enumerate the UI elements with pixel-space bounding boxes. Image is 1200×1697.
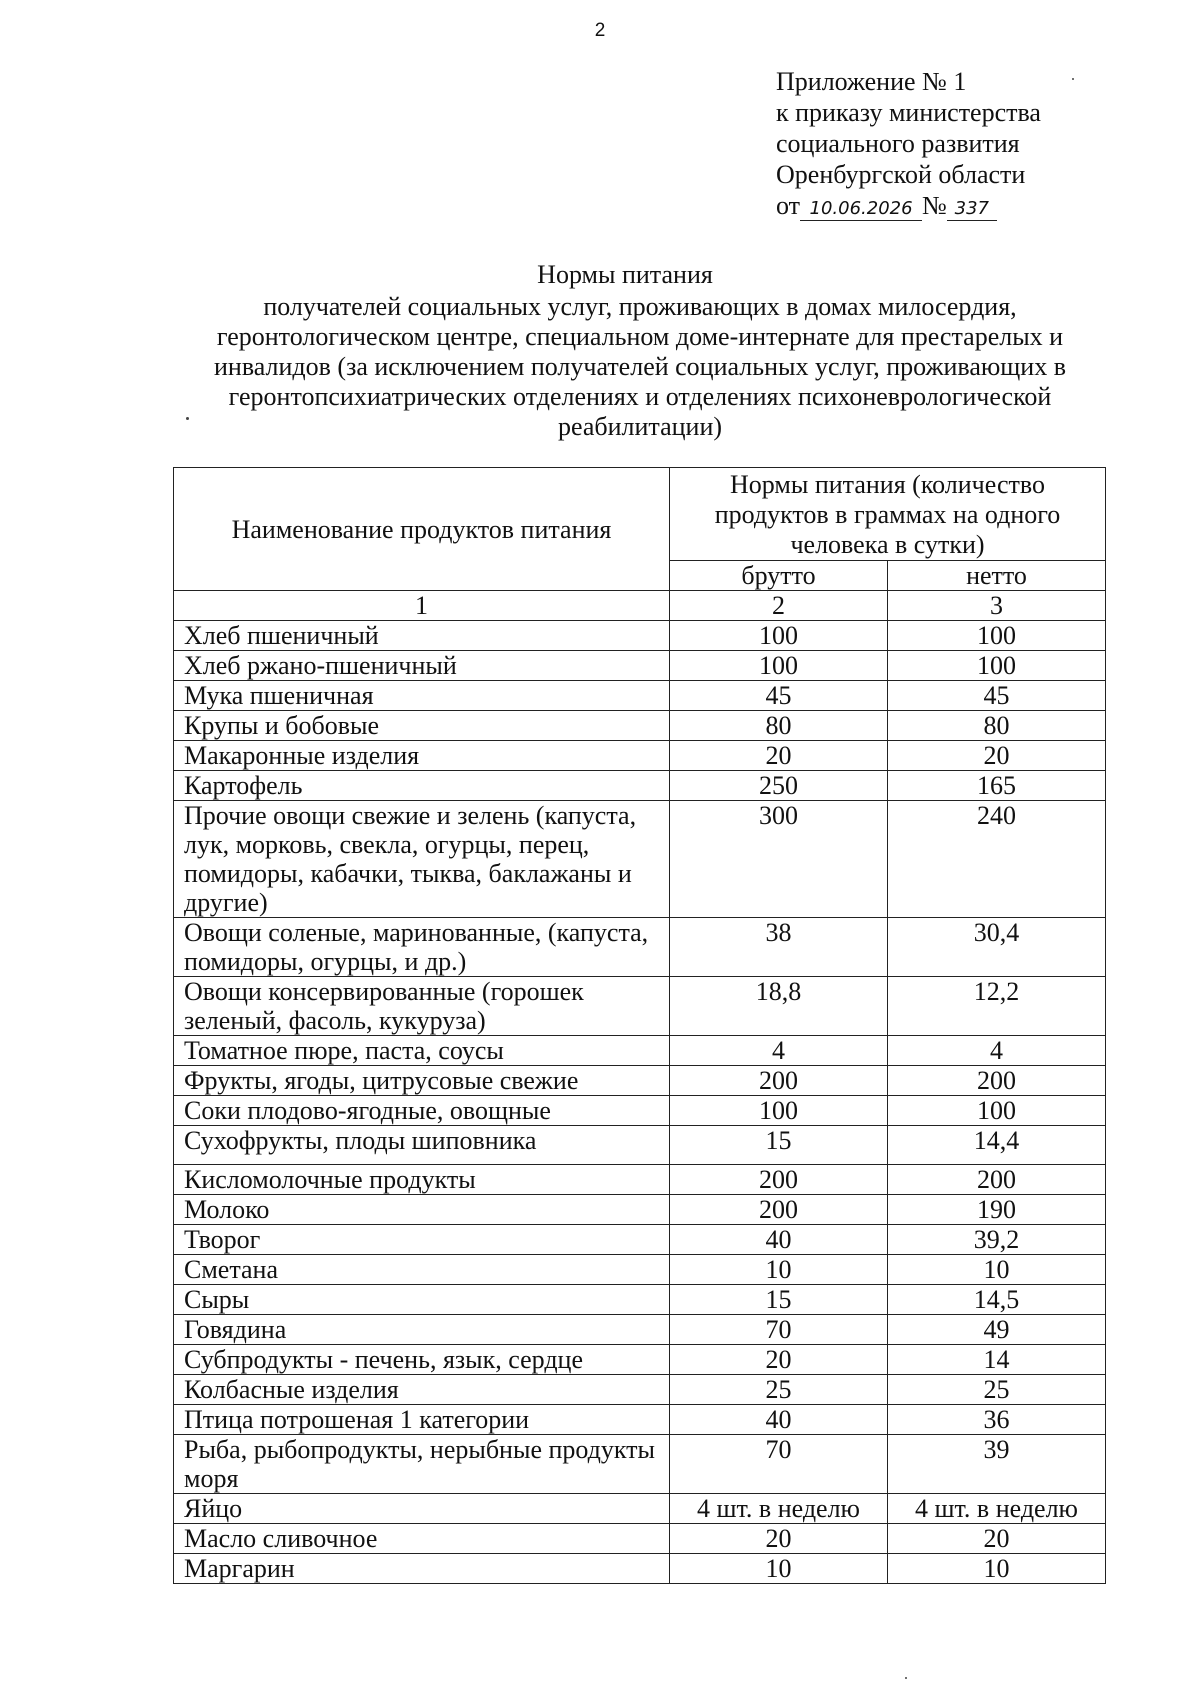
product-name: Кисломолочные продукты [174, 1165, 670, 1195]
document-subtitle: получателей социальных услуг, проживающих в домах милосердия, геронтологическом центре, специальном доме-интернате для престарелых и инвалидов (за исключением получателей социальных услуг, проживающих в геронтопсихиатрических отделениях и отделениях психоневрологической реабилитации) [214, 292, 1066, 441]
table-row [174, 918, 1106, 977]
header-net: нетто [888, 561, 1106, 591]
number-label: № [922, 191, 947, 220]
product-name: Птица потрошеная 1 категории [174, 1405, 670, 1435]
scan-speck [186, 417, 189, 420]
product-name: Творог [174, 1225, 670, 1255]
table-row [174, 1554, 1106, 1584]
net-value: 4 [888, 1036, 1106, 1066]
gross-value: 20 [670, 1345, 888, 1375]
scan-speck [1072, 78, 1074, 80]
appendix-line-2: к приказу министерства [776, 98, 1041, 127]
net-value: 14 [888, 1345, 1106, 1375]
product-name: Говядина [174, 1315, 670, 1345]
net-value: 190 [888, 1195, 1106, 1225]
table-row [174, 977, 1106, 1036]
table-row [174, 681, 1106, 711]
product-name: Макаронные изделия [174, 741, 670, 771]
gross-value: 200 [670, 1195, 888, 1225]
gross-value: 10 [670, 1554, 888, 1584]
gross-value: 25 [670, 1375, 888, 1405]
net-value: 240 [888, 801, 1106, 918]
net-value: 14,5 [888, 1285, 1106, 1315]
net-value: 80 [888, 711, 1106, 741]
gross-value: 38 [670, 918, 888, 977]
table-row [174, 1096, 1106, 1126]
appendix-line-4: Оренбургской области [776, 160, 1026, 189]
table-row [174, 1345, 1106, 1375]
product-name: Колбасные изделия [174, 1375, 670, 1405]
net-value: 20 [888, 741, 1106, 771]
gross-value: 100 [670, 621, 888, 651]
product-name: Яйцо [174, 1494, 670, 1524]
product-name: Сыры [174, 1285, 670, 1315]
net-value: 200 [888, 1165, 1106, 1195]
net-value: 100 [888, 1096, 1106, 1126]
gross-value: 70 [670, 1315, 888, 1345]
product-name: Прочие овощи свежие и зелень (капуста, лук, морковь, свекла, огурцы, перец, помидоры, кабачки, тыква, баклажаны и другие) [174, 801, 670, 918]
net-value: 36 [888, 1405, 1106, 1435]
scan-speck [905, 1677, 907, 1679]
net-value: 12,2 [888, 977, 1106, 1036]
product-name: Томатное пюре, паста, соусы [174, 1036, 670, 1066]
net-value: 100 [888, 621, 1106, 651]
table-row [174, 651, 1106, 681]
net-value: 39,2 [888, 1225, 1106, 1255]
product-name: Молоко [174, 1195, 670, 1225]
net-value: 14,4 [888, 1126, 1106, 1165]
table-row [174, 1375, 1106, 1405]
gross-value: 20 [670, 741, 888, 771]
gross-value: 10 [670, 1255, 888, 1285]
product-name: Сметана [174, 1255, 670, 1285]
order-number: 337 [947, 198, 997, 221]
net-value: 49 [888, 1315, 1106, 1345]
table-row [174, 711, 1106, 741]
gross-value: 4 шт. в неделю [670, 1494, 888, 1524]
product-name: Овощи консервированные (горошек зеленый, фасоль, кукуруза) [174, 977, 670, 1036]
net-value: 165 [888, 771, 1106, 801]
column-index-3: 3 [888, 591, 1106, 621]
gross-value: 40 [670, 1405, 888, 1435]
product-name: Мука пшеничная [174, 681, 670, 711]
product-name: Хлеб ржано-пшеничный [174, 651, 670, 681]
gross-value: 15 [670, 1126, 888, 1165]
gross-value: 40 [670, 1225, 888, 1255]
document-title: Нормы питания [537, 260, 713, 289]
net-value: 20 [888, 1524, 1106, 1554]
product-name: Соки плодово-ягодные, овощные [174, 1096, 670, 1126]
product-name: Субпродукты - печень, язык, сердце [174, 1345, 670, 1375]
gross-value: 300 [670, 801, 888, 918]
product-name: Маргарин [174, 1554, 670, 1584]
appendix-line-3: социального развития [776, 129, 1020, 158]
net-value: 25 [888, 1375, 1106, 1405]
table-row [174, 1315, 1106, 1345]
product-name: Крупы и бобовые [174, 711, 670, 741]
header-product-name: Наименование продуктов питания [174, 468, 670, 591]
table-row [174, 1255, 1106, 1285]
product-name: Рыба, рыбопродукты, нерыбные продукты моря [174, 1435, 670, 1494]
gross-value: 200 [670, 1165, 888, 1195]
header-gross: брутто [670, 561, 888, 591]
product-name: Хлеб пшеничный [174, 621, 670, 651]
net-value: 100 [888, 651, 1106, 681]
net-value: 39 [888, 1435, 1106, 1494]
nutrition-norms-table [173, 467, 1106, 1584]
table-row [174, 1435, 1106, 1494]
appendix-block [776, 66, 1041, 221]
table-row [174, 1066, 1106, 1096]
table-row [174, 1285, 1106, 1315]
product-name: Масло сливочное [174, 1524, 670, 1554]
header-norms: Нормы питания (количество продуктов в граммах на одного человека в сутки) [670, 468, 1106, 561]
product-name: Картофель [174, 771, 670, 801]
table-row [174, 1195, 1106, 1225]
page-number: 2 [594, 20, 606, 41]
table-row [174, 1494, 1106, 1524]
table-row [174, 1036, 1106, 1066]
net-value: 45 [888, 681, 1106, 711]
net-value: 30,4 [888, 918, 1106, 977]
net-value: 10 [888, 1255, 1106, 1285]
gross-value: 100 [670, 651, 888, 681]
column-index-2: 2 [670, 591, 888, 621]
gross-value: 200 [670, 1066, 888, 1096]
gross-value: 20 [670, 1524, 888, 1554]
net-value: 10 [888, 1554, 1106, 1584]
table-row [174, 801, 1106, 918]
gross-value: 100 [670, 1096, 888, 1126]
table-row [174, 1126, 1106, 1165]
table-row [174, 1524, 1106, 1554]
gross-value: 70 [670, 1435, 888, 1494]
table-row [174, 621, 1106, 651]
table-row [174, 741, 1106, 771]
table-row [174, 1165, 1106, 1195]
appendix-line-5 [776, 190, 1041, 221]
table-row [174, 1405, 1106, 1435]
gross-value: 18,8 [670, 977, 888, 1036]
gross-value: 250 [670, 771, 888, 801]
gross-value: 45 [670, 681, 888, 711]
table-body [174, 621, 1106, 1584]
product-name: Фрукты, ягоды, цитрусовые свежие [174, 1066, 670, 1096]
gross-value: 15 [670, 1285, 888, 1315]
appendix-line-1: Приложение № 1 [776, 67, 967, 96]
net-value: 4 шт. в неделю [888, 1494, 1106, 1524]
table-row [174, 1225, 1106, 1255]
gross-value: 80 [670, 711, 888, 741]
from-label: от [776, 191, 801, 220]
product-name: Овощи соленые, маринованные, (капуста, помидоры, огурцы, и др.) [174, 918, 670, 977]
net-value: 200 [888, 1066, 1106, 1096]
column-index-1: 1 [174, 591, 670, 621]
product-name: Сухофрукты, плоды шиповника [174, 1126, 670, 1165]
nutrition-table-wrap [173, 467, 1105, 1584]
table-row [174, 771, 1106, 801]
gross-value: 4 [670, 1036, 888, 1066]
order-date: 10.06.2026 [800, 198, 922, 221]
